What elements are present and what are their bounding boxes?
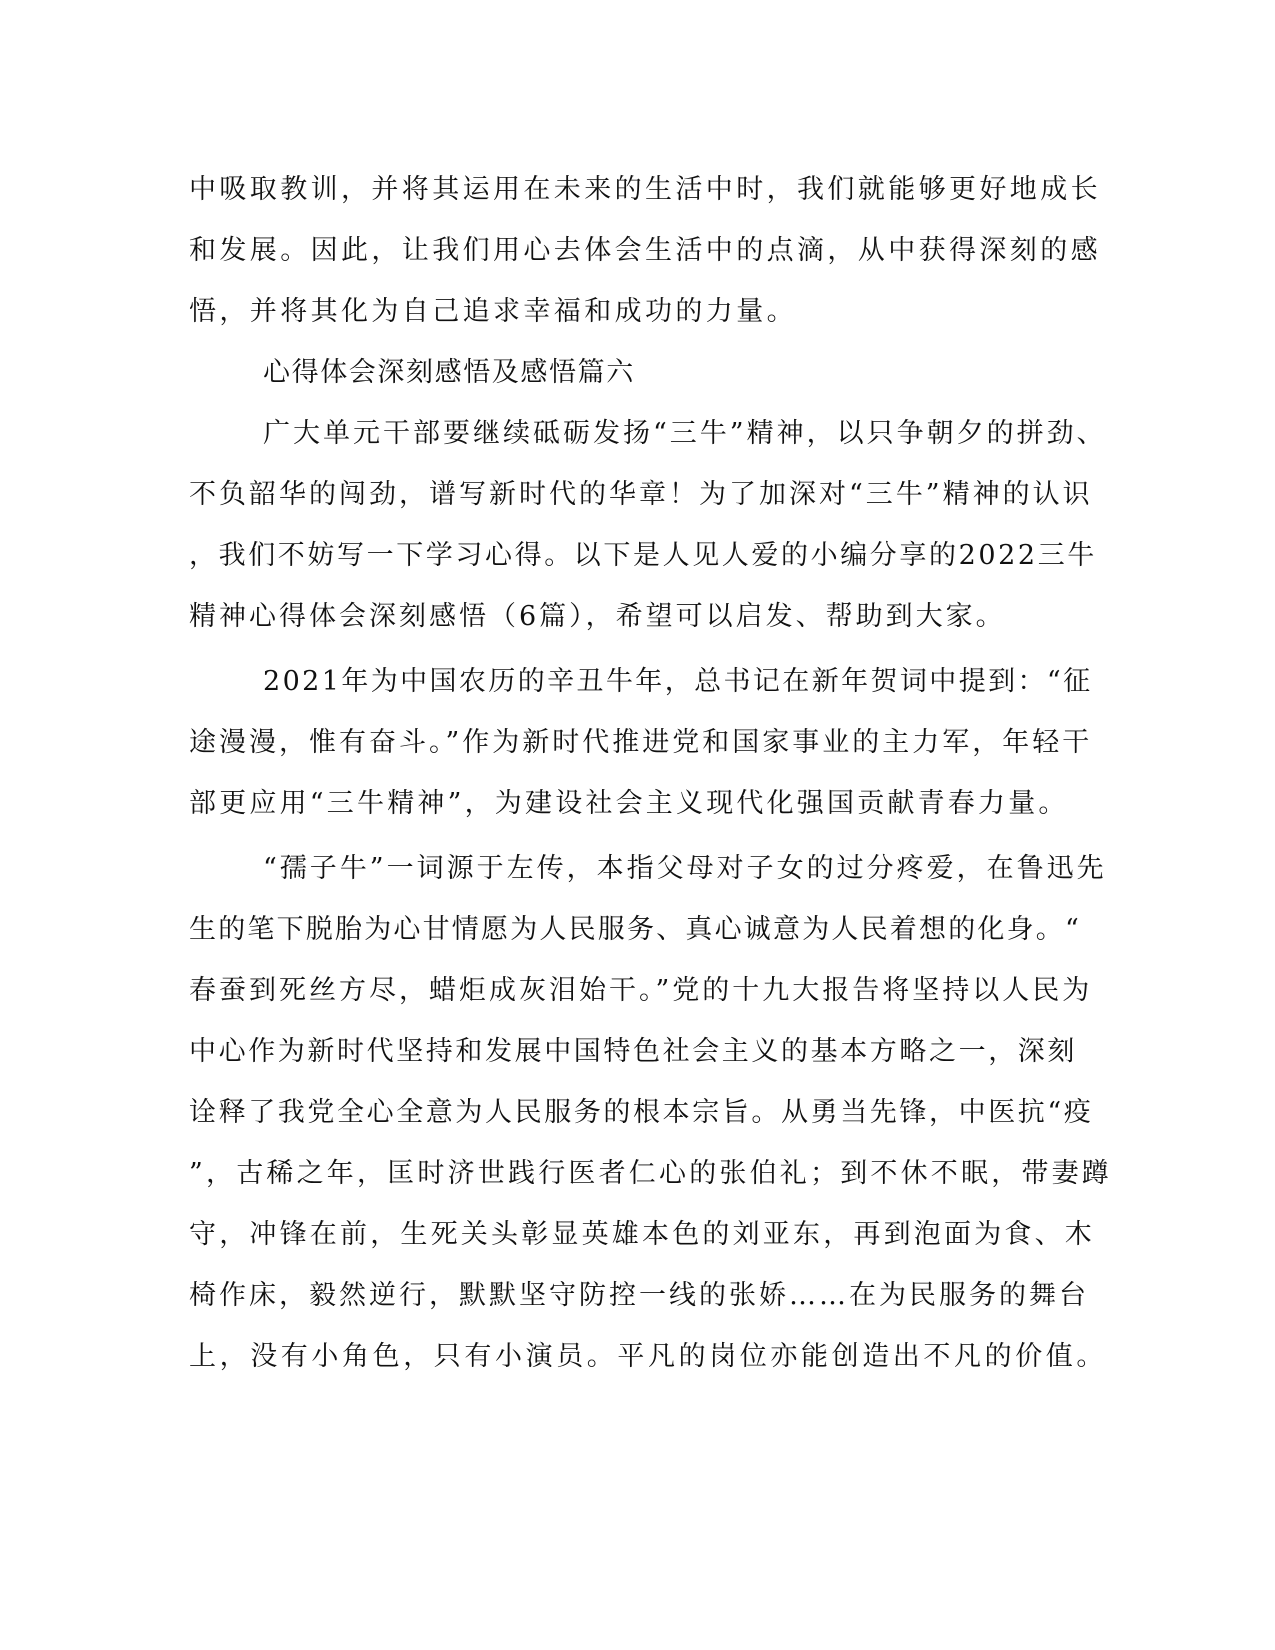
text-line: 悟，并将其化为自己追求幸福和成功的力量。 [189,296,797,327]
text-line: 不负韶华的闯劲，谱写新时代的华章！为了加深对“三牛”精神的认识 [189,479,1093,510]
text-line: 2021年为中国农历的辛丑牛年，总书记在新年贺词中提到：“征 [263,666,1093,697]
text-line: 精神心得体会深刻感悟（6篇），希望可以启发、帮助到大家。 [189,601,1006,632]
text-line: 中吸取教训，并将其运用在未来的生活中时，我们就能够更好地成长 [189,174,1101,205]
text-line: 部更应用“三牛精神”，为建设社会主义现代化强国贡献青春力量。 [189,788,1069,819]
text-line: 上，没有小角色，只有小演员。平凡的岗位亦能创造出不凡的价值。 [189,1341,1107,1372]
text-line: 途漫漫，惟有奋斗。”作为新时代推进党和国家事业的主力军，年轻干 [189,727,1093,758]
section-heading: 心得体会深刻感悟及感悟篇六 [263,357,635,388]
text-line: 椅作床，毅然逆行，默默坚守防控一线的张娇……在为民服务的舞台 [189,1280,1089,1311]
text-line: 春蚕到死丝方尽，蜡炬成灰泪始干。”党的十九大报告将坚持以人民为 [189,975,1093,1006]
text-line: 生的笔下脱胎为心甘情愿为人民服务、真心诚意为人民着想的化身。“ [189,914,1082,945]
text-line: 中心作为新时代坚持和发展中国特色社会主义的基本方略之一，深刻 [189,1036,1077,1067]
text-line: 广大单元干部要继续砥砺发扬“三牛”精神，以只争朝夕的拼劲、 [263,418,1107,449]
text-line: ”，古稀之年，匡时济世践行医者仁心的张伯礼；到不休不眠，带妻蹲 [189,1158,1113,1189]
text-line: 和发展。因此，让我们用心去体会生活中的点滴，从中获得深刻的感 [189,235,1101,266]
text-line: ，我们不妨写一下学习心得。以下是人见人爱的小编分享的2022三牛 [189,540,1097,571]
text-line: “孺子牛”一词源于左传，本指父母对子女的过分疼爱，在鲁迅先 [263,853,1107,884]
text-line: 守，冲锋在前，生死关头彰显英雄本色的刘亚东，再到泡面为食、木 [189,1219,1095,1250]
text-line: 诠释了我党全心全意为人民服务的根本宗旨。从勇当先锋，中医抗“疫 [189,1097,1094,1128]
